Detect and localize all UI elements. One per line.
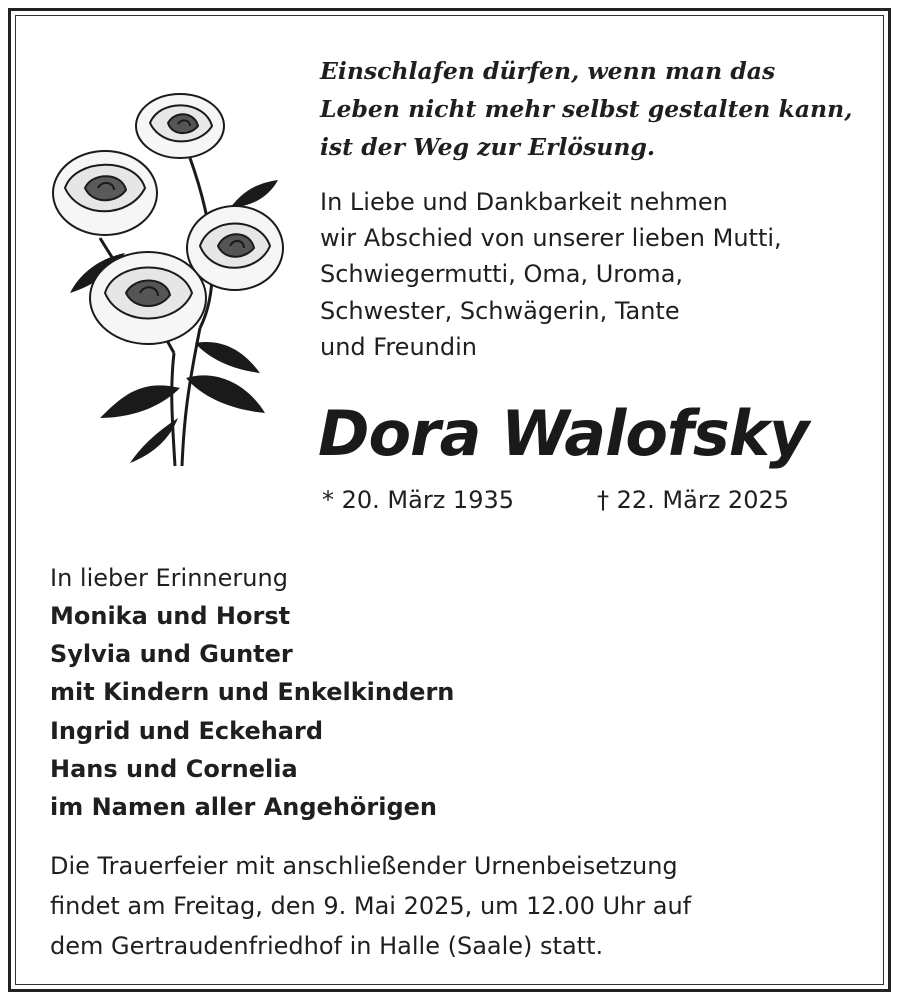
intro-line: Schwiegermutti, Oma, Uroma, (320, 260, 684, 289)
mourner-line: Sylvia und Gunter (50, 640, 293, 669)
service-line: Die Trauerfeier mit anschließender Urnenbeisetzung (50, 852, 678, 880)
mourner-line: Monika und Horst (50, 602, 291, 630)
memory-heading: In lieber Erinnerung (50, 564, 288, 592)
quote (320, 52, 880, 166)
quote-line: Einschlafen dürfen, wenn man das (320, 57, 776, 85)
intro-line: Schwester, Schwägerin, Tante (320, 296, 680, 325)
service-line: dem Gertraudenfriedhof in Halle (Saale) statt. (50, 932, 604, 960)
life-dates (322, 482, 790, 518)
roses-icon (30, 88, 290, 468)
mourner-line: im Namen aller Angehörigen (50, 793, 438, 822)
deceased-name: Dora Walofsky (318, 397, 809, 470)
intro-line: wir Abschied von unserer lieben Mutti, (320, 224, 782, 253)
intro-line: In Liebe und Dankbarkeit nehmen (320, 188, 728, 216)
quote-line: ist der Weg zur Erlösung. (320, 133, 656, 161)
mourner-line: mit Kindern und Enkelkindern (50, 678, 455, 707)
birth-date: * 20. März 1935 (322, 486, 515, 514)
intro-line: und Freundin (320, 332, 477, 361)
mourner-line: Hans und Cornelia (50, 754, 298, 783)
mourners-list (50, 597, 454, 826)
intro-text (320, 184, 880, 365)
mourner-line: Ingrid und Eckehard (50, 716, 324, 745)
service-line: findet am Freitag, den 9. Mai 2025, um 12.00 Uhr auf (50, 892, 692, 920)
service-info (50, 846, 870, 966)
death-date: † 22. März 2025 (597, 486, 790, 514)
quote-line: Leben nicht mehr selbst gestalten kann, (320, 95, 853, 123)
